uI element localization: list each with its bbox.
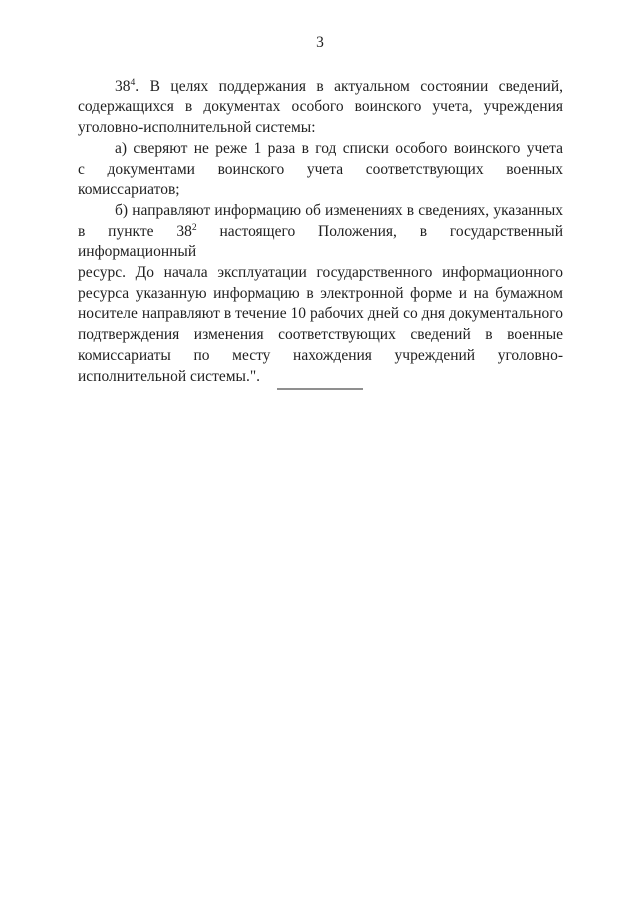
line-text: в пункте 38	[78, 222, 192, 240]
section-end-divider	[277, 388, 363, 390]
subclause-b-line-2	[78, 222, 563, 263]
subclause-b-line-5: носителе направляют в течение 10 рабочих дней со дня документального	[78, 305, 563, 323]
subclause-a-line-1: а) сверяют не реже 1 раза в год списки особого воинского учета	[115, 139, 563, 157]
clause-38-4-line-2: содержащихся в документах особого воинского учета, учреждения	[78, 98, 563, 116]
subclause-b-line-7: комиссариаты по месту нахождения учреждений уголовно-	[78, 346, 563, 364]
line-text: настоящего Положения, в государственный информационный	[78, 222, 564, 261]
subclause-b-line-3: ресурс. До начала эксплуатации государственного информационного	[78, 264, 563, 282]
subclause-b-line-4: ресурса указанную информацию в электронной форме и на бумажном	[78, 284, 563, 302]
subclause-a-line-2: с документами воинского учета соответствующих военных комиссариатов;	[78, 160, 563, 199]
page-number: 3	[316, 34, 324, 51]
subclause-b-line-8: исполнительной системы.".	[78, 367, 261, 385]
clause-reference-superscript: 2	[191, 221, 197, 233]
clause-38-4-line-1	[78, 77, 563, 98]
clause-number-superscript: 4	[130, 76, 136, 88]
subclause-b-line-1: б) направляют информацию об изменениях в сведениях, указанных	[115, 201, 563, 219]
document-text	[78, 77, 563, 388]
clause-number: 38	[115, 77, 131, 95]
line-text: . В целях поддержания в актуальном состоянии сведений,	[135, 77, 563, 95]
clause-38-4-line-3: уголовно-исполнительной системы:	[78, 119, 316, 137]
subclause-b-line-6: подтверждения изменения соответствующих сведений в военные	[78, 326, 563, 344]
